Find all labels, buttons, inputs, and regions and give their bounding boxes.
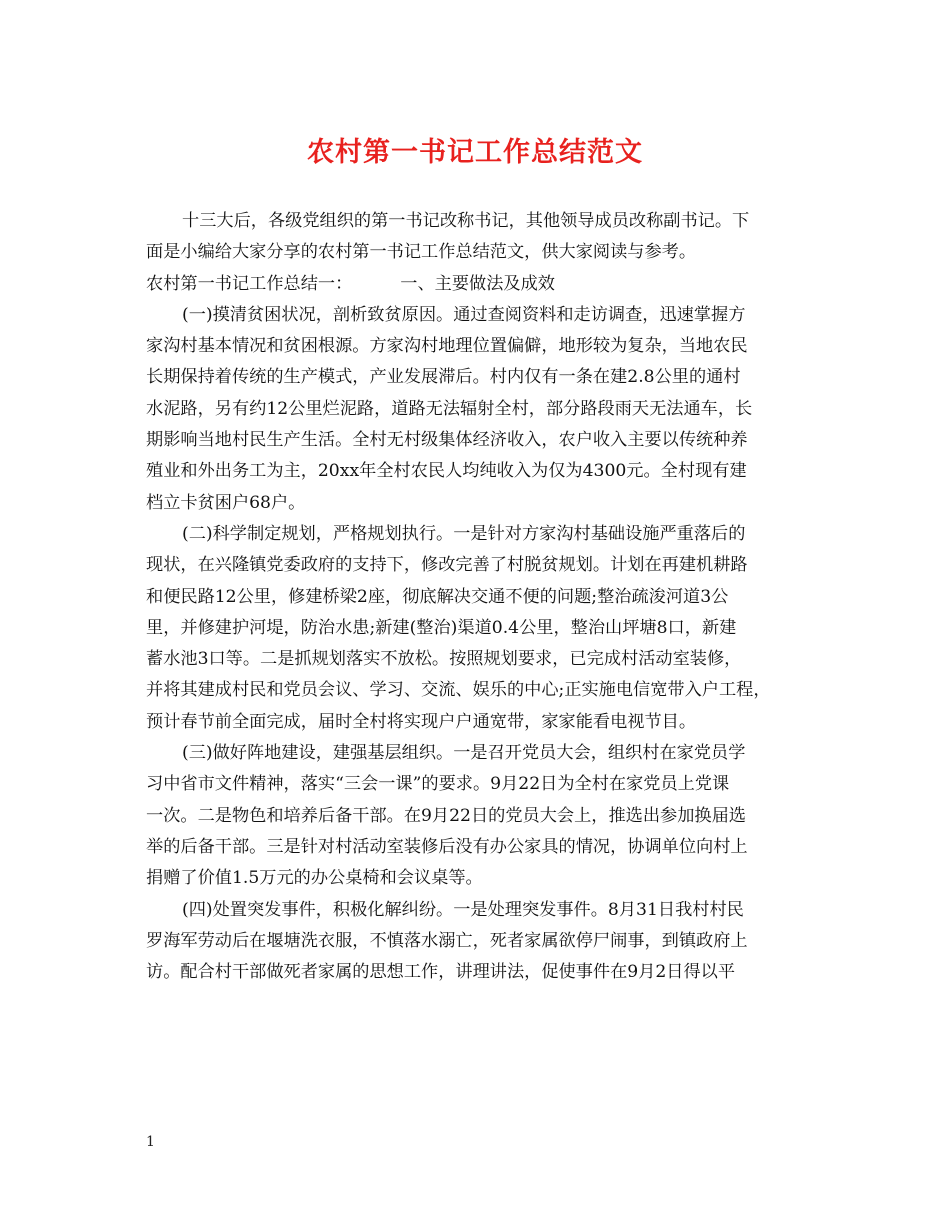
text-line: 习中省市文件精神，落实“三会一课”的要求。9月22日为全村在家党员上党课 [146, 774, 730, 795]
text-line: 罗海军劳动后在堰塘洗衣服，不慎落水溺亡，死者家属欲停尸闹事，到镇政府上 [146, 930, 748, 951]
text-line: 十三大后，各级党组织的第一书记改称书记，其他领导成员改称副书记。下 [182, 211, 750, 231]
text-line: 殖业和外出务工为主，20xx年全村农民人均纯收入为仅为4300元。全村现有建 [146, 461, 747, 482]
page-number: 1 [146, 1134, 155, 1150]
text-line: 长期保持着传统的生产模式，产业发展滞后。村内仅有一条在建2.8公里的通村 [146, 367, 741, 388]
text-line: 并将其建成村民和党员会议、学习、交流、娱乐的中心;正实施电信宽带入户工程， [146, 680, 771, 701]
text-line: (一)摸清贫困状况，剖析致贫原因。通过查阅资料和走访调查，迅速掌握方 [182, 304, 746, 325]
text-line: (三)做好阵地建设，建强基层组织。一是召开党员大会，组织村在家党员学 [182, 743, 746, 764]
text-segment: 农村第一书记工作总结一： [146, 273, 353, 294]
text-line: (四)处置突发事件，积极化解纠纷。一是处理突发事件。8月31日我村村民 [182, 899, 744, 920]
text-line: 举的后备干部。三是针对村活动室装修后没有办公家具的情况，协调单位向村上 [146, 836, 748, 857]
document-body [146, 206, 826, 988]
text-line: 预计春节前全面完成，届时全村将实现户户通宽带，家家能看电视节目。 [146, 711, 697, 732]
text-line: 里，并修建护河堤，防治水患;新建(整治)渠道0.4公里，整治山坪塘8口，新建 [146, 617, 737, 638]
text-line: (二)科学制定规划，严格规划执行。一是针对方家沟村基础设施严重落后的 [182, 523, 746, 544]
document-title: 农村第一书记工作总结范文 [307, 137, 643, 168]
text-line: 一次。二是物色和培养后备干部。在9月22日的党员大会上，推选出参加换届选 [146, 805, 746, 826]
text-line: 期影响当地村民生产生活。全村无村级集体经济收入，农户收入主要以传统种养 [146, 430, 748, 451]
text-line: 水泥路，另有约12公里烂泥路，道路无法辐射全村，部分路段雨天无法通车，长 [146, 398, 753, 419]
section-heading: 一、主要做法及成效 [400, 273, 555, 294]
text-line: 面是小编给大家分享的农村第一书记工作总结范文，供大家阅读与参考。 [146, 242, 697, 263]
text-line: 档立卡贫困户68户。 [146, 492, 306, 513]
text-line: 现状，在兴隆镇党委政府的支持下，修改完善了村脱贫规划。计划在再建机耕路 [146, 555, 748, 576]
text-line: 捐赠了价值1.5万元的办公桌椅和会议桌等。 [146, 868, 483, 889]
text-line [146, 269, 826, 300]
text-line: 家沟村基本情况和贫困根源。方家沟村地理位置偏僻，地形较为复杂，当地农民 [146, 336, 748, 357]
text-line: 和便民路12公里，修建桥梁2座，彻底解决交通不便的问题;整治疏浚河道3公 [146, 586, 729, 607]
text-line: 访。配合村干部做死者家属的思想工作，讲理讲法，促使事件在9月2日得以平 [146, 962, 736, 983]
text-line: 蓄水池3口等。二是抓规划落实不放松。按照规划要求，已完成村活动室装修， [146, 649, 742, 670]
